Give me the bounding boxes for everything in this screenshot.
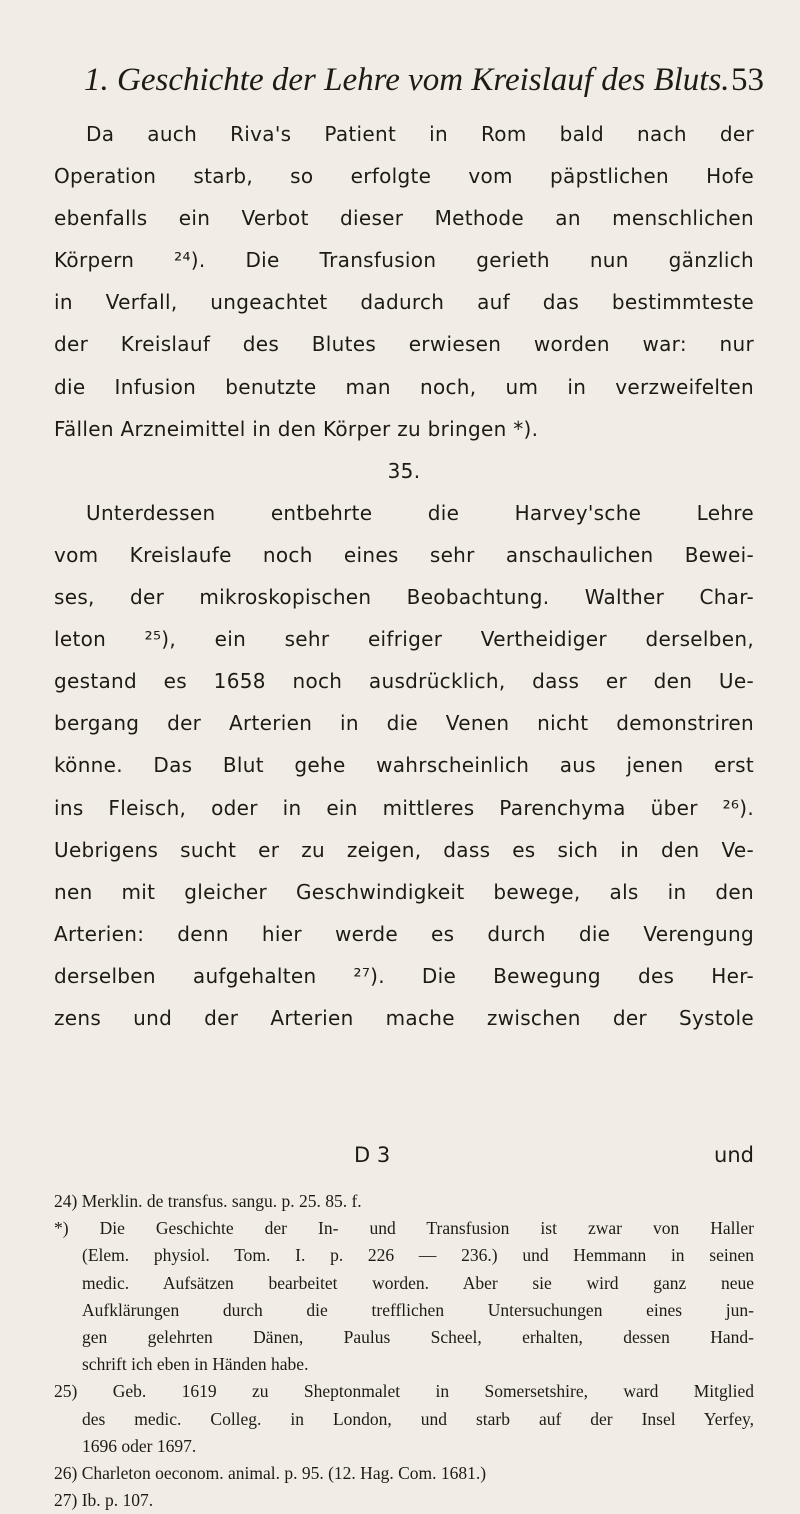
text-line: die Infusion benutzte man noch, um in verzweifelten bbox=[54, 374, 754, 399]
running-title: 1. Geschichte der Lehre vom Kreislauf des Bluts. bbox=[84, 62, 730, 98]
text-line: leton ²⁵), ein sehr eifriger Vertheidiger derselben, bbox=[54, 627, 754, 652]
footnote-line: (Elem. physiol. Tom. I. p. 226 — 236.) und Hemmann in seinen bbox=[82, 1245, 754, 1266]
section-number: 35. bbox=[387, 458, 421, 483]
footnotes bbox=[54, 1188, 754, 1514]
catchword: und bbox=[714, 1143, 754, 1167]
footnote-line: gen gelehrten Dänen, Paulus Scheel, erhalten, dessen Hand- bbox=[82, 1326, 754, 1347]
text-line: Fällen Arzneimittel in den Körper zu bringen *). bbox=[54, 416, 539, 441]
text-line: derselben aufgehalten ²⁷). Die Bewegung des Her- bbox=[54, 963, 754, 988]
text-line: ebenfalls ein Verbot dieser Methode an menschlichen bbox=[54, 206, 754, 231]
footnote-line: schrift ich eben in Händen habe. bbox=[82, 1354, 309, 1375]
text-line: vom Kreislaufe noch eines sehr anschaulichen Bewei- bbox=[54, 542, 754, 567]
signature-line bbox=[54, 1143, 754, 1181]
footnote-line: 27) Ib. p. 107. bbox=[54, 1490, 154, 1511]
text-line: Operation starb, so erfolgte vom päpstlichen Hofe bbox=[54, 164, 754, 189]
text-line: Uebrigens sucht er zu zeigen, dass es sich in den Ve- bbox=[54, 837, 754, 862]
text-line: Unterdessen entbehrte die Harvey'sche Lehre bbox=[86, 500, 754, 525]
text-line: ses, der mikroskopischen Beobachtung. Walther Char- bbox=[54, 585, 754, 610]
text-line: ins Fleisch, oder in ein mittleres Parenchyma über ²⁶). bbox=[54, 795, 754, 820]
footnote-line: 25) Geb. 1619 zu Sheptonmalet in Somersetshire, ward Mitglied bbox=[54, 1381, 754, 1402]
footnote-line: medic. Aufsätzen bearbeitet worden. Aber sie wird ganz neue bbox=[82, 1272, 754, 1293]
footnote-line: des medic. Colleg. in London, und starb auf der Insel Yerfey, bbox=[82, 1408, 754, 1429]
running-header bbox=[84, 62, 764, 102]
text-line: Körpern ²⁴). Die Transfusion gerieth nun gänzlich bbox=[54, 248, 754, 273]
page-number: 53 bbox=[731, 62, 764, 98]
footnote-line: *) Die Geschichte der In- und Transfusion ist zwar von Haller bbox=[54, 1218, 754, 1239]
text-line: Arterien: denn hier werde es durch die Verengung bbox=[54, 921, 754, 946]
text-line: in Verfall, ungeachtet dadurch auf das bestimmteste bbox=[54, 290, 754, 315]
text-line: könne. Das Blut gehe wahrscheinlich aus jenen erst bbox=[54, 753, 754, 778]
main-text bbox=[54, 113, 754, 1039]
text-line: zens und der Arterien mache zwischen der Systole bbox=[54, 1005, 754, 1030]
text-line: nen mit gleicher Geschwindigkeit bewege, als in den bbox=[54, 879, 754, 904]
footnote-line: 26) Charleton oeconom. animal. p. 95. (12. Hag. Com. 1681.) bbox=[54, 1462, 487, 1483]
text-line: Da auch Riva's Patient in Rom bald nach der bbox=[86, 122, 754, 146]
text-line: der Kreislauf des Blutes erwiesen worden war: nur bbox=[54, 332, 754, 357]
footnote-line: 1696 oder 1697. bbox=[82, 1435, 197, 1456]
text-line: gestand es 1658 noch ausdrücklich, dass er den Ue- bbox=[54, 669, 754, 694]
footnote-line: 24) Merklin. de transfus. sangu. p. 25. 85. f. bbox=[54, 1191, 362, 1211]
signature-mark: D 3 bbox=[354, 1143, 391, 1167]
text-line: bergang der Arterien in die Venen nicht demonstriren bbox=[54, 711, 754, 736]
footnote-line: Aufklärungen durch die trefflichen Untersuchungen eines jun- bbox=[82, 1299, 754, 1320]
